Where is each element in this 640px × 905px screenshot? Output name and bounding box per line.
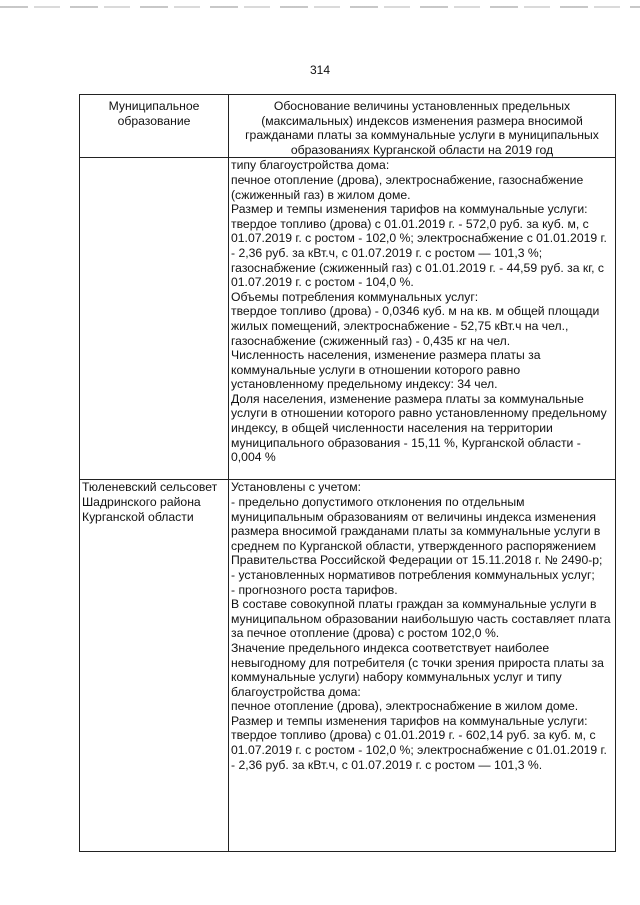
paragraph: твердое топливо (дрова) с 01.01.2019 г. - 572,0 руб. за куб. м, с 01.07.2019 г. с ростом - 102,0 %; электроснабжение с 01.01.2019 г. - 2,36 руб. за кВт.ч, с 01.07.2019 г. с ростом — 101,3 %; газоснабжение (сжиженный газ) с 01.01.2019 г. - 44,59 руб. за кг, с 01.07.2019 г. с ростом - 104,0 %.	[231, 216, 607, 290]
paragraph: твердое топливо (дрова) - 0,0346 куб. м на кв. м общей площади жилых помещений, электроснабжение - 52,75 кВт.ч на чел., газоснабжение (сжиженный газ) - 0,435 кг на чел.	[231, 304, 600, 348]
paragraph: Размер и темпы изменения тарифов на коммунальные услуги:	[231, 713, 588, 728]
justification-cell	[229, 480, 616, 852]
paragraph: Значение предельного индекса соответствует наиболее невыгодному для потребителя (с точки зрения прироста платы за коммунальные услуги) набору коммунальных услуг и типу благоустройства дома:	[231, 640, 604, 699]
paragraph: - установленных нормативов потребления коммунальных услуг;	[231, 567, 595, 582]
paragraph: Численность населения, изменение размера платы за коммунальные услуги в отношении которого равно установленному предельному индексу: 34 чел.	[231, 348, 541, 392]
paragraph: Размер и темпы изменения тарифов на коммунальные услуги:	[231, 202, 588, 217]
table-row	[80, 158, 616, 480]
paragraph: Установлены с учетом:	[231, 480, 361, 495]
header-municipality: Муниципальное образование	[80, 95, 229, 158]
table-row	[80, 480, 616, 852]
paragraph: Доля населения, изменение размера платы за коммунальные услуги в отношении которого равно установленному предельному индексу, в общей численности населения на территории муниципального образования - 15,11 %, Курганской области - 0,004 %	[231, 391, 607, 465]
paragraph: печное отопление (дрова), электроснабжение в жилом доме.	[231, 699, 579, 714]
justification-cell	[229, 158, 616, 480]
paragraph: твердое топливо (дрова) с 01.01.2019 г. - 602,14 руб. за куб. м, с 01.07.2019 г. с ростом - 102,0 %; электроснабжение с 01.01.2019 г. - 2,36 руб. за кВт.ч, с 01.07.2019 г. с ростом — 101,3 %.	[231, 728, 607, 772]
paragraph: печное отопление (дрова), электроснабжение, газоснабжение (сжиженный газ) в жилом доме.	[231, 172, 584, 202]
paragraph: В составе совокупной платы граждан за коммунальные услуги в муниципальном образовании наибольшую часть составляет плата за печное отопление (дрова) с ростом 102,0 %.	[231, 597, 611, 641]
paragraph: типу благоустройства дома:	[231, 158, 390, 173]
header-justification: Обоснование величины установленных предельных (максимальных) индексов изменения размера вносимой гражданами платы за коммунальные услуги в муниципальных образованиях Курганской области на 2019 год	[229, 95, 616, 158]
paragraph: - предельно допустимого отклонения по отдельным муниципальным образованиям от величины индекса изменения размера вносимой гражданами платы за коммунальные услуги в среднем по Курганской области, утвержденного распоряжением Правительства Российской Федерации от 15.11.2018 г. № 2490-р;	[231, 494, 603, 568]
municipality-cell	[80, 158, 229, 480]
paragraph: Объемы потребления коммунальных услуг:	[231, 289, 479, 304]
municipality-cell: Тюленевский сельсовет Шадринского района Курганской области	[80, 480, 229, 852]
scan-edge-artifact	[0, 6, 640, 8]
table-header-row	[80, 95, 616, 158]
page-number: 314	[309, 63, 331, 77]
paragraph: - прогнозного роста тарифов.	[231, 582, 398, 597]
tariff-index-table	[79, 94, 616, 852]
